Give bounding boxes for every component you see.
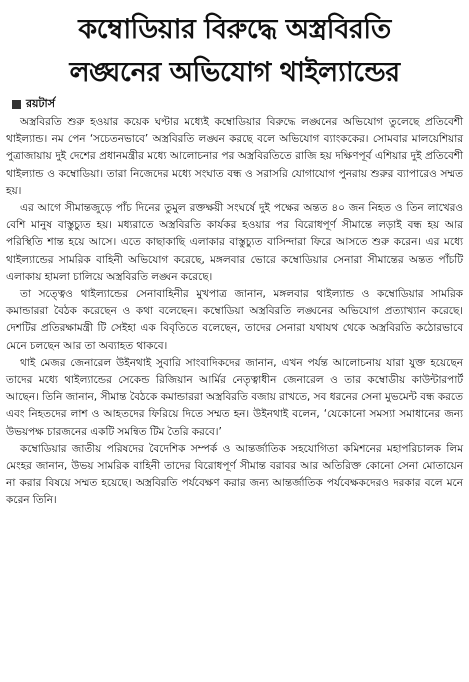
news-source: রয়টার্স bbox=[26, 96, 55, 110]
article-paragraph-2: এর আগে সীমান্তজুড়ে পাঁচ দিনের তুমুল রক্তক্ষয়ী সংঘর্ষে দুই পক্ষের অন্তত ৪০ জন নিহত ও তিন লাখেরও বেশি মানুষ বাস্তুচ্যুত হয়। মধ্যরাতে অস্ত্রবিরতি কার্যকর হওয়ার পর বিরোধপূর্ণ সীমান্তে লড়াই বন্ধ হয় আর পরিস্থিতি শান্ত হয়ে আসে। এতে কাছাকাছি এলাকার বাস্তুচ্যুত বাসিন্দারা ফিরে আসতে শুরু করেন। এর মধ্যে থাইল্যান্ডের সামরিক বাহিনী অভিযোগ করেছে, মঙ্গলবার ভোরে কম্বোডিয়ার সেনারা সীমান্তের অন্তত পাঁচটি এলাকায় হামলা চালিয়ে অস্ত্রবিরতি লঙ্ঘন করেছে। bbox=[6, 202, 463, 283]
headline-line-1: কম্বোডিয়ার বিরুদ্ধে অস্ত্রবিরতি bbox=[78, 14, 391, 45]
article-headline bbox=[6, 0, 463, 94]
article-paragraph-1: অস্ত্রবিরতি শুরু হওয়ার কয়েক ঘণ্টার মধ্যেই কম্বোডিয়ার বিরুদ্ধে লঙ্ঘনের অভিযোগ তুলেছে প্রতিবেশী থাইল্যান্ড। নম পেন ‘সচেতনভাবে’ অস্ত্রবিরতি লঙ্ঘন করছে বলে অভিযোগ ব্যাংককের। সোমবার মালয়েশিয়ার পুত্রাজায়ায় দুই দেশের প্রধানমন্ত্রীর মধ্যে আলোচনার পর অস্ত্রবিরতিতে রাজি হয় দক্ষিণপূর্ব এশিয়ার দুই প্রতিবেশী থাইল্যান্ড ও কম্বোডিয়া। তারা নিজেদের মধ্যে সংঘাত বন্ধ ও সরাসরি যোগাযোগ পুনরায় শুরুর ব্যাপারেও সম্মত হয়। bbox=[6, 116, 463, 197]
article-body bbox=[6, 114, 463, 510]
byline bbox=[12, 96, 463, 112]
square-bullet-icon bbox=[12, 100, 21, 109]
article-paragraph-3: তা সত্ত্বেও থাইল্যান্ডের সেনাবাহিনীর মুখপাত্র জানান, মঙ্গলবার থাইল্যান্ড ও কম্বোডিয়ার সামরিক কমান্ডাররা বৈঠক করেছেন ও কথা বলেছেন। কম্বোডিয়া অস্ত্রবিরতি লঙ্ঘনের অভিযোগ প্রত্যাখ্যান করেছে। দেশটির প্রতিরক্ষামন্ত্রী টি সেইহা এক বিবৃতিতে বলেছেন, তাদের সেনারা যথাযথ থেকে অস্ত্রবিরতি কঠোরভাবে মেনে চলছেন আর তা অব্যাহত থাকবে। bbox=[6, 288, 463, 352]
article-paragraph-4: থাই মেজর জেনারেল উইনথাই সুবারি সাংবাদিকদের জানান, এখন পর্যন্ত আলোচনায় যারা যুক্ত হয়েছেন তাদের মধ্যে থাইল্যান্ডের সেকেন্ড রিজিয়ান আর্মির নেতৃত্বাধীন জেনারেল ও তার কম্বোডীয় কাউন্টারপার্ট আছেন। তিনি জানান, সীমান্ত বৈঠকে কমান্ডাররা অস্ত্রবিরতি বজায় রাখতে, সব ধরনের সেনা মুভমেন্ট বন্ধ করতে এবং নিহতদের লাশ ও আহতদের ফিরিয়ে দিতে সম্মত হন। উইনথাই বলেন, ‘যেকোনো সমস্যা সমাধানের জন্য উভয়পক্ষ চারজনের একটি সমন্বিত টিম তৈরি করবে।’ bbox=[6, 356, 463, 438]
article-paragraph-5: কম্বোডিয়ার জাতীয় পরিষদের বৈদেশিক সম্পর্ক ও আন্তর্জাতিক সহযোগিতা কমিশনের মহাপরিচালক লিম মেংহর জানান, উভয় সামরিক বাহিনী তাদের বিরোধপূর্ণ সীমান্ত বরাবর আর অতিরিক্ত কোনো সেনা মোতায়েন না করার বিষয়ে সম্মত হয়েছে। অস্ত্রবিরতি পর্যবেক্ষণ করার জন্য আন্তর্জাতিক পর্যবেক্ষকদেরও দরকার বলে মনে করেন তিনি। bbox=[6, 442, 463, 507]
headline-line-2: লঙ্ঘনের অভিযোগ থাইল্যান্ডের bbox=[69, 57, 400, 88]
